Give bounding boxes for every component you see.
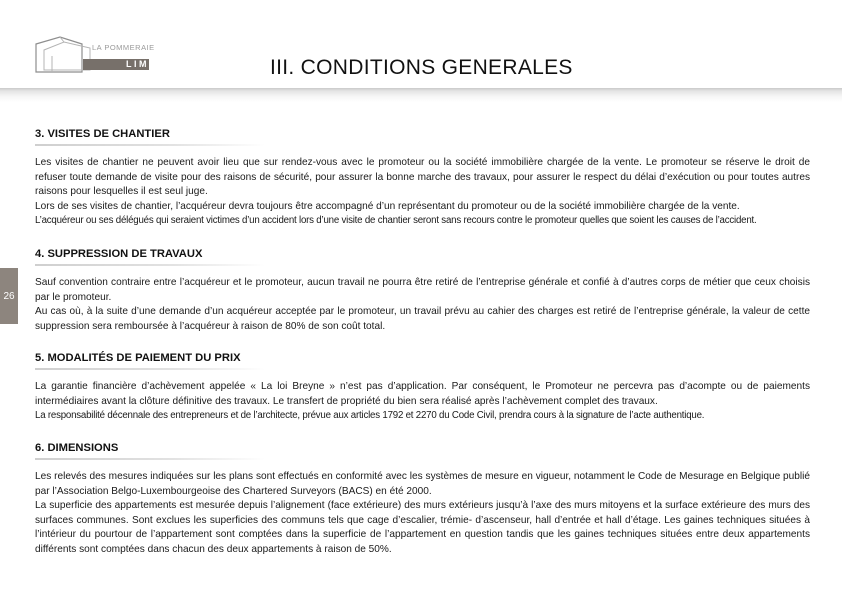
section-dimensions [35,441,810,557]
page-number-tab [0,268,18,324]
section-body [35,156,810,229]
section-title-rule [35,458,265,460]
section-modalites-de-paiement [35,351,810,424]
brand-logo [34,34,166,74]
paragraph: Les relevés des mesures indiquées sur les plans sont effectués en conformité avec les systèmes de mesure en vigueur, notamment le Code de Mesurage en Belgique publié par l’Association Belgo-Luxembourgeoise des Chartered Surveyors (BACS) en été 2000. [35,471,810,497]
section-body [35,470,810,557]
logo-subtitle: LA POMMERAIE [92,43,155,52]
header-divider [0,88,842,102]
section-title: 6. DIMENSIONS [35,442,119,454]
section-title-rule [35,264,265,266]
section-body [35,276,810,334]
section-title-rule [35,368,265,370]
paragraph: Au cas où, à la suite d’une demande d’un acquéreur acceptée par le promoteur, un travail prévu au cahier des charges est retiré de l’entreprise générale, la valeur de cette suppression sera remboursée à l’acquéreur à raison de 80% de son coût total. [35,306,810,332]
section-title: 5. MODALITÉS DE PAIEMENT DU PRIX [35,352,241,364]
paragraph: La superficie des appartements est mesurée depuis l’alignement (face extérieure) des murs extérieurs jusqu’à l’axe des murs mitoyens et la surface extérieure des murs des surfaces communes. Sont exclues les superficies des communs tels que cage d’escalier, trémie- d’ascenseur, hall d’entrée et hall d’étage. Les gaines techniques situées à l’intérieur du pourtour de l’appartement sont comptées dans la superficie de l’appartement en question tandis que les gaines techniques situées entre deux appartements différents sont comptées dans chacun des deux appartements à raison de 50%. [35,500,810,555]
paragraph: La responsabilité décennale des entrepreneurs et de l’architecte, prévue aux articles 1792 et 2270 du Code Civil, prendra cours à la signature de l’acte authentique. [35,410,705,421]
section-title-rule [35,144,265,146]
logo-wordmark: LIMAL [126,59,166,69]
section-visites-de-chantier [35,127,810,229]
paragraph: Sauf convention contraire entre l’acquéreur et le promoteur, aucun travail ne pourra être retiré de l’entreprise générale et confié à d’autres corps de métier que ceux choisis par le promoteur. [35,277,810,303]
paragraph: Les visites de chantier ne peuvent avoir lieu que sur rendez-vous avec le promoteur ou la société immobilière chargée de la vente. Le promoteur se réserve le droit de refuser toute demande de visite pour des raisons de sécurité, pour assurer la bonne marche des travaux, pour assurer le respect du délai d’exécution ou pour toutes autres raisons pour lesquelles il est seul juge. [35,157,810,197]
paragraph: L’acquéreur ou ses délégués qui seraient victimes d’un accident lors d’une visite de chantier seront sans recours contre le promoteur quelles que soient les causes de l’accident. [35,215,757,226]
paragraph: Lors de ses visites de chantier, l’acquéreur devra toujours être accompagné d’un représentant du promoteur ou de la société immobilière chargée de la vente. [35,200,740,212]
page-number: 26 [3,290,15,302]
section-body [35,380,810,424]
paragraph: La garantie financière d’achèvement appelée « La loi Breyne » n’est pas d’application. Par conséquent, le Promoteur ne percevra pas d’acompte ou de paiements intermédiaires avant la clôture définitive des travaux. Le transfert de propriété du bien sera réalisé après l’achèvement complet des travaux. [35,381,810,407]
section-title: 3. VISITES DE CHANTIER [35,128,170,140]
section-title: 4. SUPPRESSION DE TRAVAUX [35,248,203,260]
page-title: III. CONDITIONS GENERALES [270,56,573,79]
section-suppression-de-travaux [35,247,810,334]
